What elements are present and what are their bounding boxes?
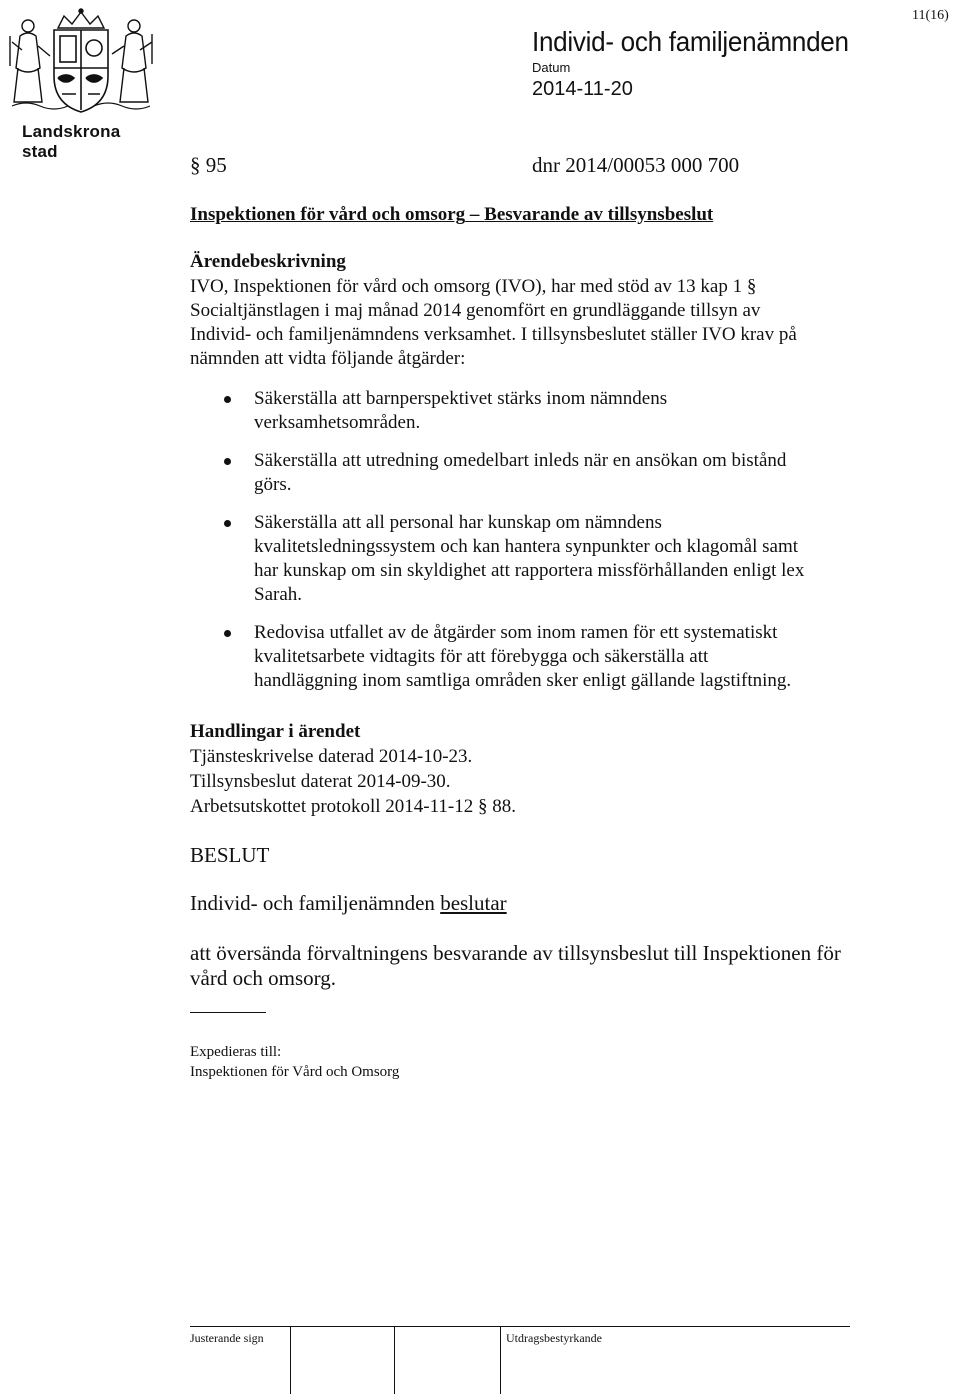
bullet-line: Säkerställa att utredning omedelbart inleds när en ansökan om bistånd bbox=[254, 450, 787, 471]
bullet-line: görs. bbox=[254, 474, 292, 495]
bullet-line: Sarah. bbox=[254, 584, 303, 605]
decision-verb: beslutar bbox=[440, 891, 507, 915]
decision-subject bbox=[190, 891, 507, 915]
bullet-line: har kunskap om sin skyldighet att rapportera missförhållanden enligt lex bbox=[254, 560, 805, 581]
bullet-icon bbox=[224, 458, 231, 465]
separator-line bbox=[190, 1012, 266, 1013]
bullet-line: kvalitetsledningssystem och kan hantera synpunkter och klagomål samt bbox=[254, 536, 799, 557]
bullet-line: Redovisa utfallet av de åtgärder som inom ramen för ett systematiskt bbox=[254, 622, 778, 643]
bullet-icon bbox=[224, 396, 231, 403]
footer-top-line bbox=[190, 1326, 850, 1327]
paragraph-value: 95 bbox=[205, 153, 227, 177]
landskrona-stad-logo bbox=[6, 6, 156, 161]
signature-box-divider bbox=[500, 1326, 501, 1394]
case-title-part2: Besvarande av tillsynsbeslut bbox=[484, 204, 714, 225]
bullet-line: Säkerställa att barnperspektivet stärks inom nämndens bbox=[254, 388, 668, 409]
page-number: 11(16) bbox=[912, 8, 949, 23]
bullet-line: handläggning inom samtliga områden sker enligt gällande lagstiftning. bbox=[254, 670, 792, 691]
signature-box-divider bbox=[394, 1326, 395, 1394]
document-item: Tillsynsbeslut daterat 2014-09-30. bbox=[190, 771, 451, 792]
coat-of-arms-icon bbox=[6, 6, 156, 118]
meeting-date: 2014-11-20 bbox=[532, 78, 633, 100]
decision-text-line: att översända förvaltningens besvarande av tillsynsbeslut till Inspektionen för bbox=[190, 941, 841, 965]
document-item: Arbetsutskottet protokoll 2014-11-12 § 88. bbox=[190, 796, 516, 817]
decision-heading: BESLUT bbox=[190, 843, 270, 867]
case-title bbox=[190, 203, 713, 227]
justerande-sign-label: Justerande sign bbox=[190, 1331, 264, 1345]
case-title-part1: Inspektionen för vård och omsorg bbox=[190, 204, 466, 225]
case-title-dash: – bbox=[465, 204, 485, 225]
committee-title: Individ- och familjenämnden bbox=[532, 26, 849, 57]
dispatch-recipient: Inspektionen för Vård och Omsorg bbox=[190, 1064, 400, 1080]
decision-text-line: vård och omsorg. bbox=[190, 966, 337, 990]
date-label: Datum bbox=[532, 60, 571, 75]
bullet-line: kvalitetsarbete vidtagits för att förebygga och säkerställa att bbox=[254, 646, 709, 667]
case-dnr: dnr 2014/00053 000 700 bbox=[532, 153, 740, 177]
paragraph-symbol: § bbox=[190, 153, 201, 177]
bullet-icon bbox=[224, 630, 231, 637]
documents-heading: Handlingar i ärendet bbox=[190, 721, 361, 742]
bullet-line: Säkerställa att all personal har kunskap om nämndens bbox=[254, 512, 662, 533]
description-line: Socialtjänstlagen i maj månad 2014 genomfört en grundläggande tillsyn av bbox=[190, 300, 761, 321]
signature-box-divider bbox=[290, 1326, 291, 1394]
bullet-icon bbox=[224, 520, 231, 527]
paragraph-number bbox=[190, 153, 227, 177]
description-line: IVO, Inspektionen för vård och omsorg (IVO), har med stöd av 13 kap 1 § bbox=[190, 276, 757, 297]
description-line: Individ- och familjenämndens verksamhet. I tillsynsbeslutet ställer IVO krav på bbox=[190, 324, 797, 345]
decision-subject-text: Individ- och familjenämnden bbox=[190, 891, 441, 915]
logo-text: Landskrona stad bbox=[22, 122, 121, 161]
document-item: Tjänsteskrivelse daterad 2014-10-23. bbox=[190, 746, 473, 767]
description-line: nämnden att vidta följande åtgärder: bbox=[190, 348, 466, 369]
dispatch-label: Expedieras till: bbox=[190, 1044, 282, 1060]
utdragsbestyrkande-label: Utdragsbestyrkande bbox=[506, 1331, 602, 1345]
description-heading: Ärendebeskrivning bbox=[190, 251, 346, 272]
bullet-line: verksamhetsområden. bbox=[254, 412, 421, 433]
